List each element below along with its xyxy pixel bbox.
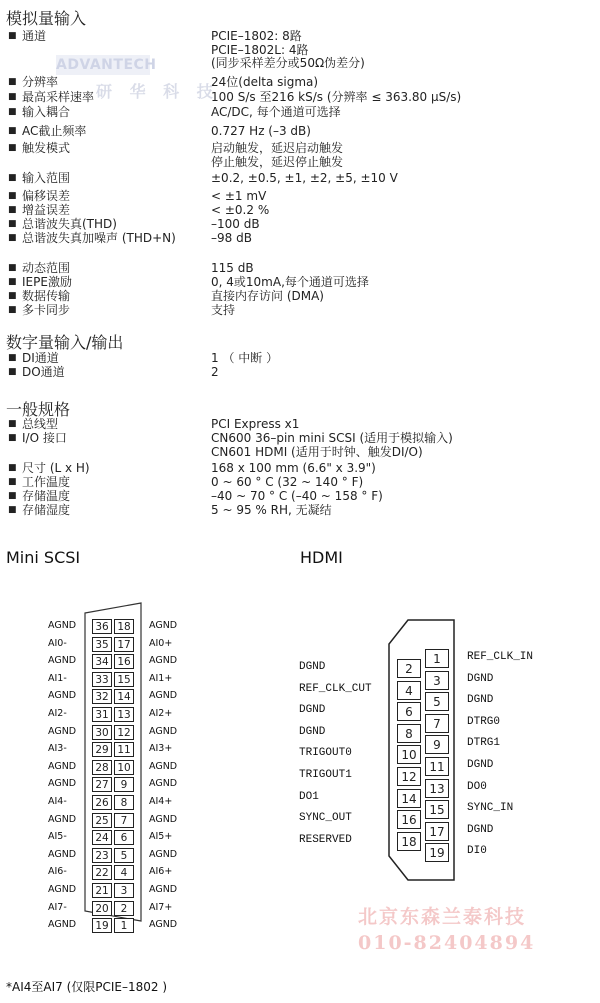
scsi-pin-number: 24 xyxy=(92,830,112,845)
mini-scsi-title: Mini SCSI xyxy=(6,548,81,567)
spec-label: 存储温度 xyxy=(22,489,71,503)
spec-value xyxy=(211,290,324,304)
scsi-pin-number: 12 xyxy=(114,725,134,740)
scsi-right-signal: AGND xyxy=(149,814,178,825)
scsi-right-signal: AI3+ xyxy=(149,743,173,754)
scsi-right-signal: AI5+ xyxy=(149,831,173,842)
section-title: 模拟量输入 xyxy=(6,9,87,28)
hdmi-left-signal: DGND xyxy=(299,704,326,716)
spec-value xyxy=(211,462,376,476)
spec-value xyxy=(211,504,332,518)
bullet-icon: ■ xyxy=(8,367,17,377)
spec-value-line: < ±0.2 % xyxy=(211,203,270,217)
spec-label: 总谐波失真(THD) xyxy=(22,217,117,231)
spec-label: 总线型 xyxy=(22,417,59,431)
spec-value-line: 100 S/s 至216 kS/s (分辨率 ≤ 363.80 μS/s) xyxy=(211,90,462,104)
scsi-right-signal: AI7+ xyxy=(149,902,173,913)
bullet-icon: ■ xyxy=(8,126,17,136)
scsi-left-signal: AGND xyxy=(48,849,77,860)
scsi-pin-number: 21 xyxy=(92,883,112,898)
spec-value-line: (同步采样差分或50Ω伪差分) xyxy=(211,56,365,70)
spec-value-line: 115 dB xyxy=(211,261,254,275)
hdmi-pin-number: 18 xyxy=(397,832,421,851)
spec-label: DO通道 xyxy=(22,365,65,379)
scsi-pin-number: 31 xyxy=(92,707,112,722)
spec-value-line: 1 （ 中断 ） xyxy=(211,351,279,365)
hdmi-pin-number: 14 xyxy=(397,789,421,808)
scsi-pin-number: 14 xyxy=(114,689,134,704)
spec-value xyxy=(211,476,363,490)
spec-value xyxy=(211,142,343,169)
advantech-watermark-text: 研 华 科 技 xyxy=(96,82,219,101)
hdmi-pin-number: 17 xyxy=(425,822,449,841)
spec-label: 最高采样速率 xyxy=(22,90,95,104)
hdmi-right-signal: DGND xyxy=(467,759,494,771)
spec-value-line: CN600 36–pin mini SCSI (适用于模拟输入) xyxy=(211,431,453,445)
section-title: 一般规格 xyxy=(6,400,71,419)
spec-label: 输入耦合 xyxy=(22,105,71,119)
scsi-pin-number: 16 xyxy=(114,654,134,669)
scsi-left-signal: AGND xyxy=(48,655,77,666)
spec-value-line: AC/DC, 每个通道可选择 xyxy=(211,105,341,119)
scsi-left-signal: AI1- xyxy=(48,673,67,684)
spec-value xyxy=(211,366,219,380)
scsi-left-signal: AGND xyxy=(48,778,77,789)
hdmi-left-signal: DGND xyxy=(299,726,326,738)
spec-label: 增益误差 xyxy=(22,203,71,217)
hdmi-title: HDMI xyxy=(300,548,343,567)
hdmi-pin-number: 5 xyxy=(425,692,449,711)
bullet-icon: ■ xyxy=(8,277,17,287)
scsi-left-signal: AI0- xyxy=(48,638,67,649)
scsi-left-signal: AGND xyxy=(48,726,77,737)
spec-label: AC截止频率 xyxy=(22,124,87,138)
bullet-icon: ■ xyxy=(8,305,17,315)
spec-value-line: < ±1 mV xyxy=(211,189,267,203)
spec-value-line: 0, 4或10mA,每个通道可选择 xyxy=(211,275,369,289)
spec-label: I/O 接口 xyxy=(22,431,67,445)
scsi-pin-number: 28 xyxy=(92,760,112,775)
spec-value xyxy=(211,91,461,105)
scsi-right-signal: AI2+ xyxy=(149,708,173,719)
spec-value xyxy=(211,76,318,90)
scsi-pin-number: 35 xyxy=(92,637,112,652)
spec-value-line: –40 ~ 70 ° C (–40 ~ 158 ° F) xyxy=(211,489,383,503)
bullet-icon: ■ xyxy=(8,291,17,301)
spec-value-line: –98 dB xyxy=(211,231,252,245)
scsi-right-signal: AI0+ xyxy=(149,638,173,649)
bullet-icon: ■ xyxy=(8,31,17,41)
scsi-pin-number: 25 xyxy=(92,813,112,828)
scsi-left-signal: AI6- xyxy=(48,866,67,877)
bullet-icon: ■ xyxy=(8,173,17,183)
spec-value-line: PCIE–1802L: 4路 xyxy=(211,42,309,57)
scsi-right-signal: AGND xyxy=(149,778,178,789)
bullet-icon: ■ xyxy=(8,191,17,201)
hdmi-right-signal: DTRG1 xyxy=(467,737,501,749)
scsi-pin-number: 34 xyxy=(92,654,112,669)
spec-value-line: 支持 xyxy=(211,303,236,317)
spec-value-line: 168 x 100 mm (6.6" x 3.9") xyxy=(211,461,376,475)
hdmi-pin-number: 3 xyxy=(425,671,449,690)
hdmi-pin-number: 19 xyxy=(425,843,449,862)
spec-value xyxy=(211,304,235,318)
spec-label: 分辨率 xyxy=(22,75,59,89)
spec-label: 动态范围 xyxy=(22,261,71,275)
scsi-left-signal: AGND xyxy=(48,690,77,701)
spec-value xyxy=(211,125,311,139)
spec-value-line: 2 xyxy=(211,365,219,379)
spec-label: IEPE激励 xyxy=(22,275,72,289)
bullet-icon: ■ xyxy=(8,205,17,215)
hdmi-right-signal: DI0 xyxy=(467,845,487,857)
spec-label: 总谐波失真加噪声 (THD+N) xyxy=(22,231,176,245)
spec-label: 存储湿度 xyxy=(22,503,71,517)
hdmi-pin-number: 15 xyxy=(425,800,449,819)
hdmi-pin-number: 1 xyxy=(425,649,449,668)
scsi-pin-number: 19 xyxy=(92,918,112,933)
hdmi-pin-number: 4 xyxy=(397,681,421,700)
bullet-icon: ■ xyxy=(8,219,17,229)
hdmi-right-signal: DGND xyxy=(467,694,494,706)
scsi-pin-number: 26 xyxy=(92,795,112,810)
scsi-right-signal: AGND xyxy=(149,761,178,772)
spec-value xyxy=(211,190,266,204)
scsi-right-signal: AGND xyxy=(149,690,178,701)
bullet-icon: ■ xyxy=(8,263,17,273)
spec-value xyxy=(211,172,398,186)
hdmi-right-signal: REF_CLK_IN xyxy=(467,651,534,663)
hdmi-pin-number: 6 xyxy=(397,702,421,721)
spec-value-line: –100 dB xyxy=(211,217,260,231)
spec-label: 偏移误差 xyxy=(22,189,71,203)
scsi-pin-number: 15 xyxy=(114,672,134,687)
hdmi-right-signal: DGND xyxy=(467,824,494,836)
scsi-pin-number: 2 xyxy=(114,901,134,916)
scsi-left-signal: AI4- xyxy=(48,796,67,807)
scsi-right-signal: AI4+ xyxy=(149,796,173,807)
spec-label: 多卡同步 xyxy=(22,303,71,317)
spec-value-line: 0 ~ 60 ° C (32 ~ 140 ° F) xyxy=(211,475,364,489)
hdmi-right-signal: SYNC_IN xyxy=(467,802,514,814)
scsi-right-signal: AGND xyxy=(149,655,178,666)
spec-value xyxy=(211,262,254,276)
hdmi-pin-number: 16 xyxy=(397,810,421,829)
scsi-pin-number: 1 xyxy=(114,918,134,933)
scsi-pin-number: 33 xyxy=(92,672,112,687)
scsi-pin-number: 18 xyxy=(114,619,134,634)
spec-value xyxy=(211,490,383,504)
scsi-pin-number: 23 xyxy=(92,848,112,863)
spec-value xyxy=(211,352,278,366)
scsi-right-signal: AGND xyxy=(149,919,178,930)
hdmi-pin-number: 8 xyxy=(397,724,421,743)
spec-label: 输入范围 xyxy=(22,171,71,185)
hdmi-left-signal: RESERVED xyxy=(299,834,352,846)
scsi-pin-number: 20 xyxy=(92,901,112,916)
spec-value-line: ±0.2, ±0.5, ±1, ±2, ±5, ±10 V xyxy=(211,171,398,185)
footnote: *AI4至AI7 (仅限PCIE–1802 ) xyxy=(6,980,168,994)
scsi-pin-number: 11 xyxy=(114,742,134,757)
hdmi-pin-number: 11 xyxy=(425,757,449,776)
spec-label: 数据传输 xyxy=(22,289,71,303)
dealer-stamp-name: 北京东森兰泰科技 xyxy=(358,906,527,928)
bullet-icon: ■ xyxy=(8,353,17,363)
scsi-pin-number: 4 xyxy=(114,865,134,880)
scsi-pin-number: 17 xyxy=(114,637,134,652)
scsi-pin-number: 3 xyxy=(114,883,134,898)
spec-label: DI通道 xyxy=(22,351,59,365)
scsi-pin-number: 8 xyxy=(114,795,134,810)
scsi-right-signal: AGND xyxy=(149,849,178,860)
bullet-icon: ■ xyxy=(8,143,17,153)
scsi-left-signal: AGND xyxy=(48,620,77,631)
spec-label: 工作温度 xyxy=(22,475,71,489)
scsi-right-signal: AI1+ xyxy=(149,673,173,684)
scsi-pin-number: 5 xyxy=(114,848,134,863)
bullet-icon: ■ xyxy=(8,107,17,117)
bullet-icon: ■ xyxy=(8,505,17,515)
scsi-left-signal: AI7- xyxy=(48,902,67,913)
scsi-left-signal: AGND xyxy=(48,761,77,772)
hdmi-left-signal: REF_CLK_CUT xyxy=(299,683,372,695)
bullet-icon: ■ xyxy=(8,433,17,443)
advantech-watermark: ADVANTECH xyxy=(56,57,157,73)
hdmi-left-signal: DGND xyxy=(299,661,326,673)
hdmi-pin-number: 2 xyxy=(397,659,421,678)
spec-value-line: 启动触发，延迟启动触发 xyxy=(211,141,344,155)
spec-value-line: CN601 HDMI (适用于时钟、触发DI/O) xyxy=(211,444,423,459)
spec-value-line: 停止触发，延迟停止触发 xyxy=(211,154,344,169)
spec-value xyxy=(211,418,299,432)
scsi-left-signal: AGND xyxy=(48,919,77,930)
bullet-icon: ■ xyxy=(8,92,17,102)
hdmi-right-signal: DTRG0 xyxy=(467,716,501,728)
scsi-pin-number: 36 xyxy=(92,619,112,634)
scsi-left-signal: AGND xyxy=(48,884,77,895)
hdmi-pin-number: 10 xyxy=(397,745,421,764)
spec-label: 触发模式 xyxy=(22,141,71,155)
spec-value xyxy=(211,204,269,218)
bullet-icon: ■ xyxy=(8,77,17,87)
hdmi-left-signal: TRIGOUT1 xyxy=(299,769,352,781)
scsi-pin-number: 30 xyxy=(92,725,112,740)
scsi-left-signal: AI3- xyxy=(48,743,67,754)
scsi-pin-number: 13 xyxy=(114,707,134,722)
spec-value xyxy=(211,432,453,459)
spec-value-line: 0.727 Hz (–3 dB) xyxy=(211,124,311,138)
scsi-left-signal: AGND xyxy=(48,814,77,825)
spec-value xyxy=(211,30,365,71)
hdmi-pin-number: 12 xyxy=(397,767,421,786)
hdmi-right-signal: DO0 xyxy=(467,781,487,793)
scsi-right-signal: AI6+ xyxy=(149,866,173,877)
hdmi-left-signal: SYNC_OUT xyxy=(299,812,352,824)
spec-value-line: 5 ~ 95 % RH, 无凝结 xyxy=(211,503,332,517)
hdmi-left-signal: TRIGOUT0 xyxy=(299,747,352,759)
scsi-pin-number: 6 xyxy=(114,830,134,845)
hdmi-right-signal: DGND xyxy=(467,673,494,685)
scsi-left-signal: AI2- xyxy=(48,708,67,719)
scsi-right-signal: AGND xyxy=(149,726,178,737)
scsi-pin-number: 22 xyxy=(92,865,112,880)
spec-value-line: 24位(delta sigma) xyxy=(211,75,319,89)
scsi-left-signal: AI5- xyxy=(48,831,67,842)
spec-value-line: 直接内存访问 (DMA) xyxy=(211,289,324,303)
scsi-pin-number: 9 xyxy=(114,777,134,792)
section-title: 数字量输入/输出 xyxy=(6,333,124,352)
scsi-right-signal: AGND xyxy=(149,884,178,895)
spec-value xyxy=(211,276,369,290)
scsi-pin-number: 7 xyxy=(114,813,134,828)
bullet-icon: ■ xyxy=(8,233,17,243)
spec-label: 通道 xyxy=(22,29,47,43)
hdmi-pin-number: 7 xyxy=(425,714,449,733)
scsi-pin-number: 10 xyxy=(114,760,134,775)
bullet-icon: ■ xyxy=(8,419,17,429)
spec-value xyxy=(211,232,252,246)
hdmi-pin-number: 9 xyxy=(425,735,449,754)
hdmi-pin-number: 13 xyxy=(425,779,449,798)
spec-value-line: PCI Express x1 xyxy=(211,417,300,431)
bullet-icon: ■ xyxy=(8,463,17,473)
spec-value-line: PCIE–1802: 8路 xyxy=(211,29,302,43)
dealer-stamp-phone: 010-82404894 xyxy=(358,932,536,954)
scsi-pin-number: 27 xyxy=(92,777,112,792)
bullet-icon: ■ xyxy=(8,477,17,487)
scsi-pin-number: 32 xyxy=(92,689,112,704)
spec-label: 尺寸 (L x H) xyxy=(22,461,90,475)
scsi-right-signal: AGND xyxy=(149,620,178,631)
hdmi-left-signal: DO1 xyxy=(299,791,319,803)
spec-value xyxy=(211,218,260,232)
spec-value xyxy=(211,106,341,120)
scsi-pin-number: 29 xyxy=(92,742,112,757)
bullet-icon: ■ xyxy=(8,491,17,501)
